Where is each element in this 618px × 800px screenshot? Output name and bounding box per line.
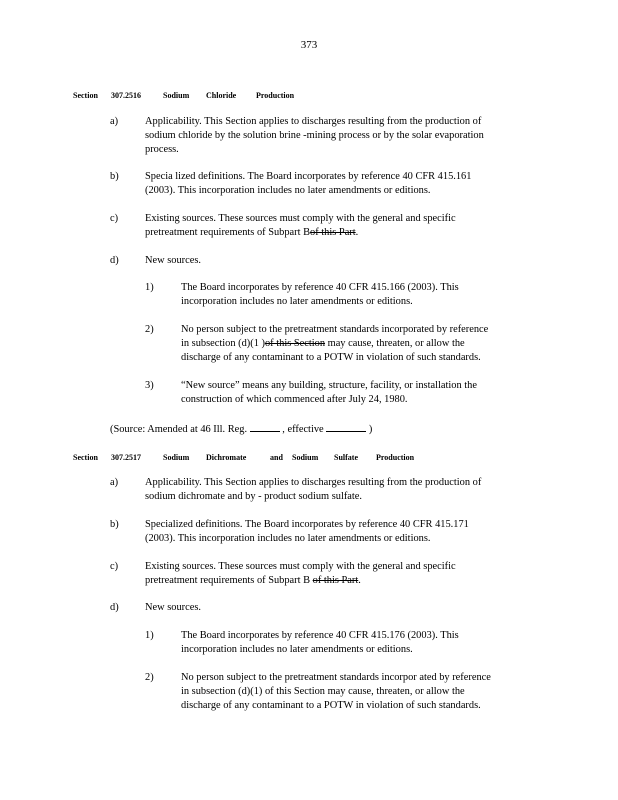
section-label: Section (73, 91, 98, 100)
list-marker: 2) (145, 672, 154, 683)
text-line: (2003). This incorporation includes no later amendments or editions. (145, 533, 431, 544)
list-marker: c) (110, 561, 119, 572)
section-title-word: Production (376, 453, 415, 462)
text-line: Applicability. This Section applies to discharges resulting from the production of (145, 116, 482, 127)
text-run: pretreatment requirements of Subpart B (145, 227, 311, 238)
section-label: Section (73, 453, 98, 462)
text-run: pretreatment requirements of Subpart B (145, 575, 313, 586)
text-line (145, 226, 540, 240)
list-marker: 2) (145, 324, 154, 335)
paragraph (145, 254, 540, 268)
list-marker: b) (110, 171, 119, 182)
blank-line (326, 421, 366, 432)
section-title-word: Chloride (206, 91, 237, 100)
list-marker: a) (110, 116, 119, 127)
paragraph (181, 671, 526, 713)
paragraph (145, 212, 540, 240)
list-marker: 1) (145, 282, 154, 293)
text-line: New sources. (145, 255, 201, 266)
list-marker: c) (110, 213, 119, 224)
text-line: Applicability. This Section applies to discharges resulting from the production of (145, 477, 482, 488)
section-heading (73, 451, 414, 465)
paragraph (181, 379, 526, 407)
text-line: Specia lized definitions. The Board incorporates by reference 40 CFR 415.161 (145, 171, 472, 182)
list-marker: a) (110, 477, 119, 488)
section-title-word: Sodium (163, 91, 190, 100)
list-marker: 1) (145, 630, 154, 641)
paragraph (145, 476, 540, 504)
source-note (110, 421, 372, 437)
text-line: construction of which commenced after July 24, 1980. (181, 394, 408, 405)
struck-text: of this Part (310, 227, 356, 238)
list-marker: b) (110, 519, 119, 530)
text-line: sodium chloride by the solution brine -mining process or by the solar evaporation (145, 130, 484, 141)
text-line: Specialized definitions. The Board incorporates by reference 40 CFR 415.171 (145, 519, 469, 530)
section-heading (73, 89, 294, 103)
text-line (181, 337, 526, 351)
text-line: The Board incorporates by reference 40 CFR 415.176 (2003). This (181, 630, 459, 641)
paragraph (181, 281, 526, 309)
source-text: , effective (282, 424, 324, 435)
text-line: incorporation includes no later amendments or editions. (181, 296, 413, 307)
text-run: . (355, 227, 359, 238)
text-line (145, 574, 540, 588)
text-line: process. (145, 144, 179, 155)
section-title-word: Sodium (163, 453, 190, 462)
source-text: ) (368, 424, 373, 435)
blank-line (250, 421, 280, 432)
text-line: The Board incorporates by reference 40 CFR 415.166 (2003). This (181, 282, 459, 293)
paragraph (181, 629, 526, 657)
struck-text: of this Part (312, 575, 359, 586)
section-number: 307.2517 (111, 453, 141, 462)
text-line: in subsection (d)(1) of this Section may cause, threaten, or allow the (181, 686, 465, 697)
list-marker: 3) (145, 380, 154, 391)
text-line: Existing sources. These sources must comply with the general and specific (145, 213, 456, 224)
text-run: . (358, 575, 361, 586)
paragraph (145, 601, 540, 615)
section-number: 307.2516 (111, 91, 141, 100)
section-title-word: Production (256, 91, 295, 100)
text-line: sodium dichromate and by - product sodium sulfate. (145, 491, 363, 502)
paragraph (145, 560, 540, 588)
text-line: discharge of any contaminant to a POTW in violation of such standards. (181, 352, 481, 363)
page-number: 373 (300, 39, 318, 51)
section-title-word: Sulfate (334, 453, 358, 462)
text-line: New sources. (145, 602, 201, 613)
paragraph (145, 170, 540, 198)
text-line: (2003). This incorporation includes no later amendments or editions. (145, 185, 431, 196)
source-text: (Source: Amended at 46 Ill. Reg. (110, 424, 248, 435)
text-run: may cause, threaten, or allow the (325, 338, 465, 349)
text-line: Existing sources. These sources must comply with the general and specific (145, 561, 456, 572)
text-line: No person subject to the pretreatment standards incorporated by reference (181, 324, 489, 335)
section-title-word: Dichromate (206, 453, 247, 462)
text-run: in subsection (d)(1 ) (181, 338, 265, 349)
paragraph (181, 323, 526, 365)
text-line: No person subject to the pretreatment standards incorpor ated by reference (181, 672, 491, 683)
struck-text: of this Section (264, 338, 326, 349)
text-line: incorporation includes no later amendments or editions. (181, 644, 413, 655)
text-line: discharge of any contaminant to a POTW in violation of such standards. (181, 700, 481, 711)
list-marker: d) (110, 255, 119, 266)
list-marker: d) (110, 602, 119, 613)
section-title-word: and (270, 453, 283, 462)
section-title-word: Sodium (292, 453, 319, 462)
paragraph (145, 115, 540, 157)
text-line: “New source” means any building, structure, facility, or installation the (181, 380, 477, 391)
paragraph (145, 518, 540, 546)
